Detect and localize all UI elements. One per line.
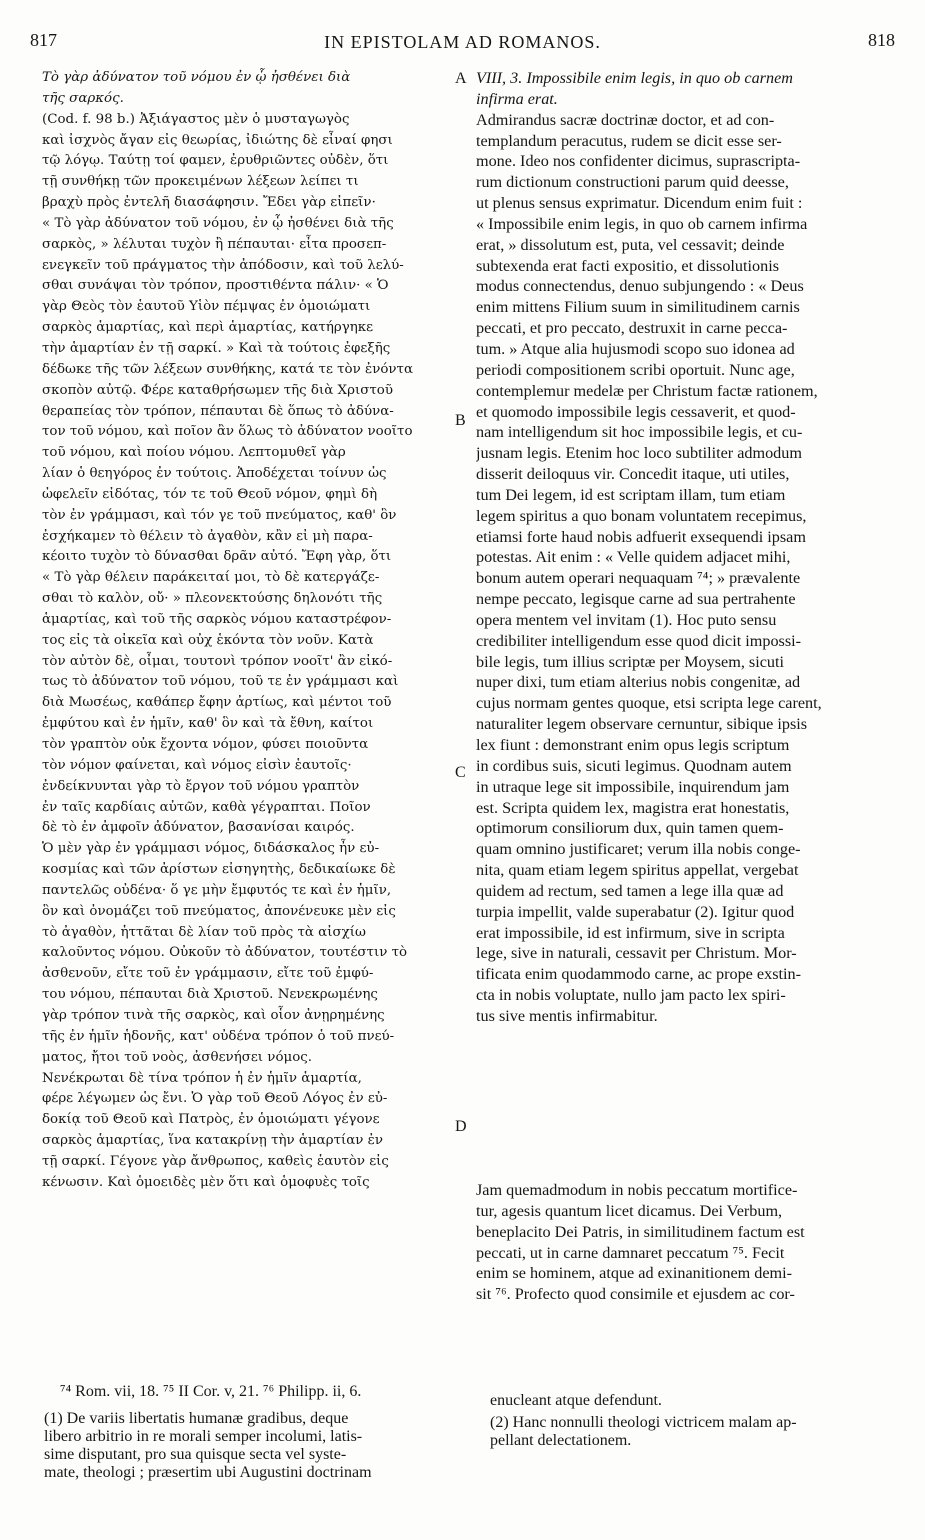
latin-line: mone. Ideo nos confidenter dicimus, suprascripta- <box>476 152 801 171</box>
latin-line: tus sive mentis infirmabitur. <box>476 1006 658 1025</box>
footnote-continuation: enucleant atque defendunt. <box>490 1392 662 1409</box>
latin-text-2 <box>476 1180 896 1305</box>
greek-line: βραχὺ πρὸς ἐντελῆ διασάφησιν. Ἔδει γὰρ εἰπεῖν· <box>42 195 376 211</box>
latin-line: naturaliter legem observare cernuntur, sibique ipsis <box>476 715 808 734</box>
greek-line: ενεγκεῖν τοῦ πράγματος τὴν ἀπόδοσιν, καὶ τοῦ λελύ- <box>42 257 404 273</box>
latin-line: modus connectendus, denuo subjungendo : « Deus <box>476 277 804 296</box>
greek-line: σκοπὸν αὐτῷ. Φέρε καταθρήσωμεν τῆς διὰ Χριστοῦ <box>42 382 393 398</box>
greek-lemma <box>42 68 452 110</box>
latin-text <box>476 110 896 1027</box>
latin-line: bonum autem operari nequaquam ⁷⁴; » prævalente <box>476 569 801 588</box>
greek-line: φέρε λέγωμεν ὡς ἔνι. Ὁ γὰρ τοῦ Θεοῦ Λόγος ἐν εὐ- <box>42 1091 388 1107</box>
margin-marker-b: B <box>455 412 466 429</box>
greek-line: λίαν ὁ θεηγόρος ἐν τούτοις. Ἀποδέχεται τοίνυν ὡς <box>42 466 387 482</box>
greek-line: σαρκὸς, » λέλυται τυχὸν ἢ πέπαυται· εἶτα προσεπ- <box>42 236 387 252</box>
latin-line: beneplacito Dei Patris, in similitudinem factum est <box>476 1222 805 1241</box>
latin-line: peccati, et pro peccato, destruxit in carne pecca- <box>476 319 788 338</box>
latin-line: turpia impellit, valde superabatur (2). Igitur quod <box>476 902 795 921</box>
latin-line: etiamsi forte haud nobis adfuerit exsequendi ipsam <box>476 527 806 546</box>
latin-line: rum dictionum constructioni parum quid deesse, <box>476 173 789 192</box>
latin-line: in cordibus suis, sicuti legimus. Quodnam autem <box>476 756 792 775</box>
page-number-right: 818 <box>868 30 895 50</box>
latin-line: tificata enim quodammodo carne, ac prope exstin- <box>476 965 801 984</box>
greek-line: ἐμφύτου καὶ ἐν ἡμῖν, καθ' ὃν καὶ τὰ ἔθνη, καίτοι <box>42 716 374 732</box>
greek-line: τὸν νόμον φαίνεται, καὶ νόμος εἰσὶν ἑαυτοῖς· <box>42 757 352 773</box>
greek-line: καλοῦντος νόμου. Οὐκοῦν τὸ ἀδύνατον, τουτέστιν τὸ <box>42 945 408 961</box>
greek-lemma-line: τῆς σαρκός. <box>42 90 124 106</box>
latin-line: periodi compositionem scribi oportuit. Nunc age, <box>476 360 795 379</box>
latin-line: lex fiunt : demonstrant enim opus legis scriptum <box>476 736 790 754</box>
greek-line: τὴν ἁμαρτίαν ἐν τῇ σαρκί. » Καὶ τὰ τούτοις ἐφεξῆς <box>42 340 391 356</box>
greek-line: ὃν καὶ ὀνομάζει τοῦ πνεύματος, ἀπονένευκε μὲν εἰς <box>42 903 396 919</box>
latin-line: et quomodo impossibile legis cessaverit, et quod- <box>476 402 796 421</box>
footnote-line: (1) De variis libertatis humanæ gradibus, deque <box>44 1410 349 1427</box>
latin-line: enim se hominem, atque ad exinanitionem demi- <box>476 1264 793 1283</box>
scripture-references: ⁷⁴ Rom. vii, 18. ⁷⁵ II Cor. v, 21. ⁷⁶ Philipp. ii, 6. <box>60 1383 362 1400</box>
greek-line: ἐνδείκνυνται γὰρ τὸ ἔργον τοῦ νόμου γραπτὸν <box>42 778 360 794</box>
greek-column <box>42 68 452 1194</box>
latin-line: enim mittens Filium suum in similitudinem carnis <box>476 298 800 317</box>
greek-line: ἀσθενοῦν, εἴτε τοῦ ἐν γράμμασιν, εἴτε τοῦ ἐμφύ- <box>42 966 374 982</box>
greek-line: τος εἰς τὰ οἰκεῖα καὶ οὐχ ἑκόντα τὸν νοῦν. Κατὰ <box>42 632 374 648</box>
greek-line: τῆς ἐν ἡμῖν ἡδονῆς, κατ' οὐδένα τρόπον ὁ τοῦ πνεύ- <box>42 1028 395 1044</box>
margin-marker-d: D <box>455 1118 467 1135</box>
footnote-2-line: pellant delectationem. <box>490 1432 632 1449</box>
latin-line: est. Scripta quidem lex, magistra erat honestatis, <box>476 798 790 817</box>
latin-lemma-line: infirma erat. <box>476 89 558 108</box>
greek-lemma-line: Τὸ γὰρ ἀδύνατον τοῦ νόμου ἐν ᾧ ἠσθένει διὰ <box>42 70 351 85</box>
latin-lemma <box>476 68 896 110</box>
greek-text <box>42 110 452 1194</box>
greek-line: ἐσχήκαμεν τὸ θέλειν τὸ ἀγαθὸν, κἂν εἰ μὴ παρα- <box>42 528 373 544</box>
greek-line: τως τὸ ἀδύνατον τοῦ νόμου, τοῦ τε ἐν γράμμασι καὶ <box>42 674 399 690</box>
greek-line: Νενέκρωται δὲ τίνα τρόπον ἡ ἐν ἡμῖν ἁμαρτία, <box>42 1070 362 1086</box>
greek-line: του νόμου, πέπαυται διὰ Χριστοῦ. Νενεκρωμένης <box>42 987 378 1003</box>
footnote-line: sime disputant, pro sua quisque secta vel syste- <box>44 1446 347 1463</box>
footnote-line: libero arbitrio in re morali semper incolumi, latis- <box>44 1428 363 1445</box>
greek-line: τῷ λόγῳ. Ταύτῃ τοί φαμεν, ἐρυθριῶντες οὐδὲν, ὅτι <box>42 153 389 169</box>
latin-line: tur, agesis quantum licet dicamus. Dei Verbum, <box>476 1201 783 1220</box>
latin-line: ut plenus sensus exprimatur. Dicendum enim fuit : <box>476 194 803 213</box>
latin-line: nempe peccato, legisque carne ad sua pertrahente <box>476 590 796 609</box>
greek-line: ματος, ἤτοι τοῦ νοὸς, ἀσθενήσει νόμος. <box>42 1049 313 1065</box>
greek-line: « Τὸ γὰρ ἀδύνατον τοῦ νόμου, ἐν ᾧ ἠσθένει διὰ τῆς <box>42 215 394 231</box>
latin-line: templandum peracutus, rudem se dicit esse ser- <box>476 131 782 150</box>
latin-line: bile legis, tum illius scriptæ per Moysem, sicuti <box>476 652 784 671</box>
greek-line: καὶ ἰσχνὸς ἄγαν εἰς θεωρίας, ἰδιώτης δὲ εἶναί φησι <box>42 132 393 148</box>
latin-line: quidem ad rectum, sed tamen a lege illa quæ ad <box>476 881 784 900</box>
greek-line: σθαι συνάψαι τὸν τρόπον, προστιθέντα πάλιν· « Ὁ <box>42 278 389 294</box>
latin-line: tum Dei legem, id est scriptam illam, tum etiam <box>476 485 786 504</box>
footnote-line: mate, theologi ; præsertim ubi Augustini doctrinam <box>44 1464 372 1481</box>
latin-line: potestas. Ait enim : « Velle quidem adjacet mihi, <box>476 548 791 567</box>
latin-line: cta in nobis voluptate, nullo jam pacto lex spiri- <box>476 986 786 1005</box>
latin-lemma-line: VIII, 3. Impossibile enim legis, in quo ob carnem <box>476 69 793 87</box>
greek-line: τῇ συνθήκῃ τῶν προκειμένων λέξεων λείπει τι <box>42 174 359 190</box>
greek-line: κοσμίας καὶ τῶν ἀρίστων εἰσηγητὴς, δεδικαίωκε δὲ <box>42 862 396 878</box>
latin-line: tum. » Atque alia hujusmodi scopo suo idonea ad <box>476 339 795 358</box>
page-header <box>30 30 895 56</box>
footnotes-right <box>490 1392 900 1450</box>
greek-line: τον τοῦ νόμου, καὶ ποῖον ἂν ὅλως τὸ ἀδύνατον νοοῖτο <box>42 424 413 440</box>
greek-line: τὸν ἐν γράμμασι, καὶ τόν γε τοῦ πνεύματος, καθ' ὃν <box>42 507 397 523</box>
greek-line: σαρκὸς ἁμαρτίας, ἵνα κατακρίνῃ τὴν ἁμαρτίαν ἐν <box>42 1133 383 1149</box>
margin-marker-a: A <box>455 70 467 87</box>
greek-line: ἐν ταῖς καρδίαις αὐτῶν, καθὰ γέγραπται. Ποῖον <box>42 799 371 815</box>
latin-line: cujus normam gentes quoque, etsi scripta lege carent, <box>476 694 822 713</box>
footnote-2-line: (2) Hanc nonnulli theologi victricem malam ap- <box>490 1414 797 1431</box>
latin-line: legem spiritus a quo bonam voluntatem recepimus, <box>476 506 807 525</box>
greek-line: τὸ ἀγαθὸν, ἡττᾶται δὲ λίαν τοῦ πρὸς τὰ αἰσχίω <box>42 924 366 940</box>
greek-line: παντελῶς οὐδένα· ὅ γε μὴν ἔμφυτός τε καὶ ἐν ἡμῖν, <box>42 882 392 898</box>
latin-line: sit ⁷⁶. Profecto quod consimile et ejusdem ac cor- <box>476 1285 795 1304</box>
latin-line: subtexenda erat facti expositio, et dissolutionis <box>476 256 780 275</box>
margin-marker-c: C <box>455 764 466 781</box>
latin-line: disserit deiloquus vir. Concedit itaque, uti utiles, <box>476 465 790 484</box>
greek-line: ὠφελεῖν εἰδότας, τόν τε τοῦ Θεοῦ νόμον, φημὶ δὴ <box>42 486 378 502</box>
greek-line: γὰρ Θεὸς τὸν ἑαυτοῦ Υἱὸν πέμψας ἐν ὁμοιώματι <box>42 299 371 315</box>
running-title: IN EPISTOLAM AD ROMANOS. <box>324 32 601 52</box>
greek-line: κένωσιν. Καὶ ὁμοειδὲς μὲν ὅτι καὶ ὁμοφυὲς τοῖς <box>42 1174 370 1190</box>
greek-line: « Τὸ γὰρ θέλειν παράκειταί μοι, τὸ δὲ κατεργάζε- <box>42 570 380 586</box>
latin-line: contemplemur medelæ per Christum factæ rationem, <box>476 381 818 400</box>
greek-line: τῇ σαρκί. Γέγονε γὰρ ἄνθρωπος, καθεὶς ἑαυτὸν εἰς <box>42 1153 389 1169</box>
latin-column <box>476 68 896 1027</box>
latin-line: in utraque lege sit impossibile, inquirendum jam <box>476 777 790 796</box>
greek-line: (Cod. f. 98 b.) Ἀξιάγαστος μὲν ὁ μυσταγωγὸς <box>42 111 350 127</box>
latin-line: erat, » dissolutum est, puta, vel cessavit; deinde <box>476 235 785 254</box>
greek-line: τὸν αὐτὸν δὲ, οἶμαι, τουτονὶ τρόπον νοοῖτ' ἂν εἰκό- <box>42 653 393 669</box>
greek-line: δέδωκε τῆς τῶν λέξεων συνθήκης, κατά τε τὸν ἐνόντα <box>42 361 413 377</box>
latin-line: nita, quam etiam legem spiritus appellat, vergebat <box>476 861 799 880</box>
greek-line: ἁμαρτίας, καὶ τοῦ τῆς σαρκὸς νόμου καταστρέφον- <box>42 611 392 627</box>
greek-line: δοκίᾳ τοῦ Θεοῦ καὶ Πατρὸς, ἐν ὁμοιώματι γέγονε <box>42 1112 380 1128</box>
latin-line: credibiliter intelligendum esse quod dicit impossi- <box>476 631 802 650</box>
latin-line: nuper dixi, tum etiam alterius nobis congenitæ, ad <box>476 673 801 692</box>
latin-line: lege, sive in naturali, cessavit per Christum. Mor- <box>476 944 797 963</box>
latin-line: jusnam legis. Etenim hoc loco subtiliter admodum <box>476 444 802 463</box>
footnote-1 <box>44 1410 474 1482</box>
greek-line: Ὁ μὲν γὰρ ἐν γράμμασι νόμος, διδάσκαλος ἦν εὐ- <box>42 841 380 857</box>
latin-line: quam omnino justificaret; verum illa nobis conge- <box>476 840 801 859</box>
latin-line: opera mentem vel invitam (1). Hoc puto sensu <box>476 610 777 629</box>
latin-line: nam intelligendum sit hoc impossibile legis, et cu- <box>476 423 803 442</box>
greek-line: σθαι τὸ καλὸν, οὔ· » πλεονεκτούσης δηλονότι τῆς <box>42 591 383 607</box>
latin-line: « Impossibile enim legis, in quo ob carnem infirma <box>476 214 808 233</box>
greek-line: τοῦ νόμου, καὶ ποίου νόμου. Λεπτομυθεῖ γὰρ <box>42 445 346 461</box>
greek-line: δὲ τὸ ἐν ἀμφοῖν ἀδύνατον, βασανίσαι καιρός. <box>42 820 355 836</box>
greek-line: κέοιτο τυχὸν τὸ δύνασθαι δρᾶν αὐτό. Ἔφη γὰρ, ὅτι <box>42 549 392 565</box>
latin-line: optimorum consiliorum dux, quin tamen quem- <box>476 819 784 838</box>
latin-line: erat impossibile, id est infirmum, sive in scripta <box>476 923 785 942</box>
greek-line: θεραπείας τὸν τρόπον, πέπαυται δὲ ὅπως τὸ ἀδύνα- <box>42 403 394 419</box>
greek-line: γὰρ τρόπον τινὰ τῆς σαρκὸς, καὶ οἷον ἀνῃρημένης <box>42 1007 385 1023</box>
latin-line: Admirandus sacræ doctrinæ doctor, et ad con- <box>476 110 775 129</box>
greek-line: σαρκὸς ἁμαρτίας, καὶ περὶ ἁμαρτίας, κατήργηκε <box>42 320 374 336</box>
latin-line: peccati, ut in carne damnaret peccatum ⁷⁵. Fecit <box>476 1243 785 1262</box>
page-number-left: 817 <box>30 30 57 50</box>
greek-line: τὸν γραπτὸν οὐκ ἔχοντα νόμον, φύσει ποιοῦντα <box>42 737 369 752</box>
latin-line: Jam quemadmodum in nobis peccatum mortifice- <box>476 1181 798 1199</box>
latin-column-paragraph-2 <box>476 1180 896 1305</box>
greek-line: διὰ Μωσέως, καθάπερ ἔφην ἀρτίως, καὶ μέντοι τοῦ <box>42 695 392 711</box>
